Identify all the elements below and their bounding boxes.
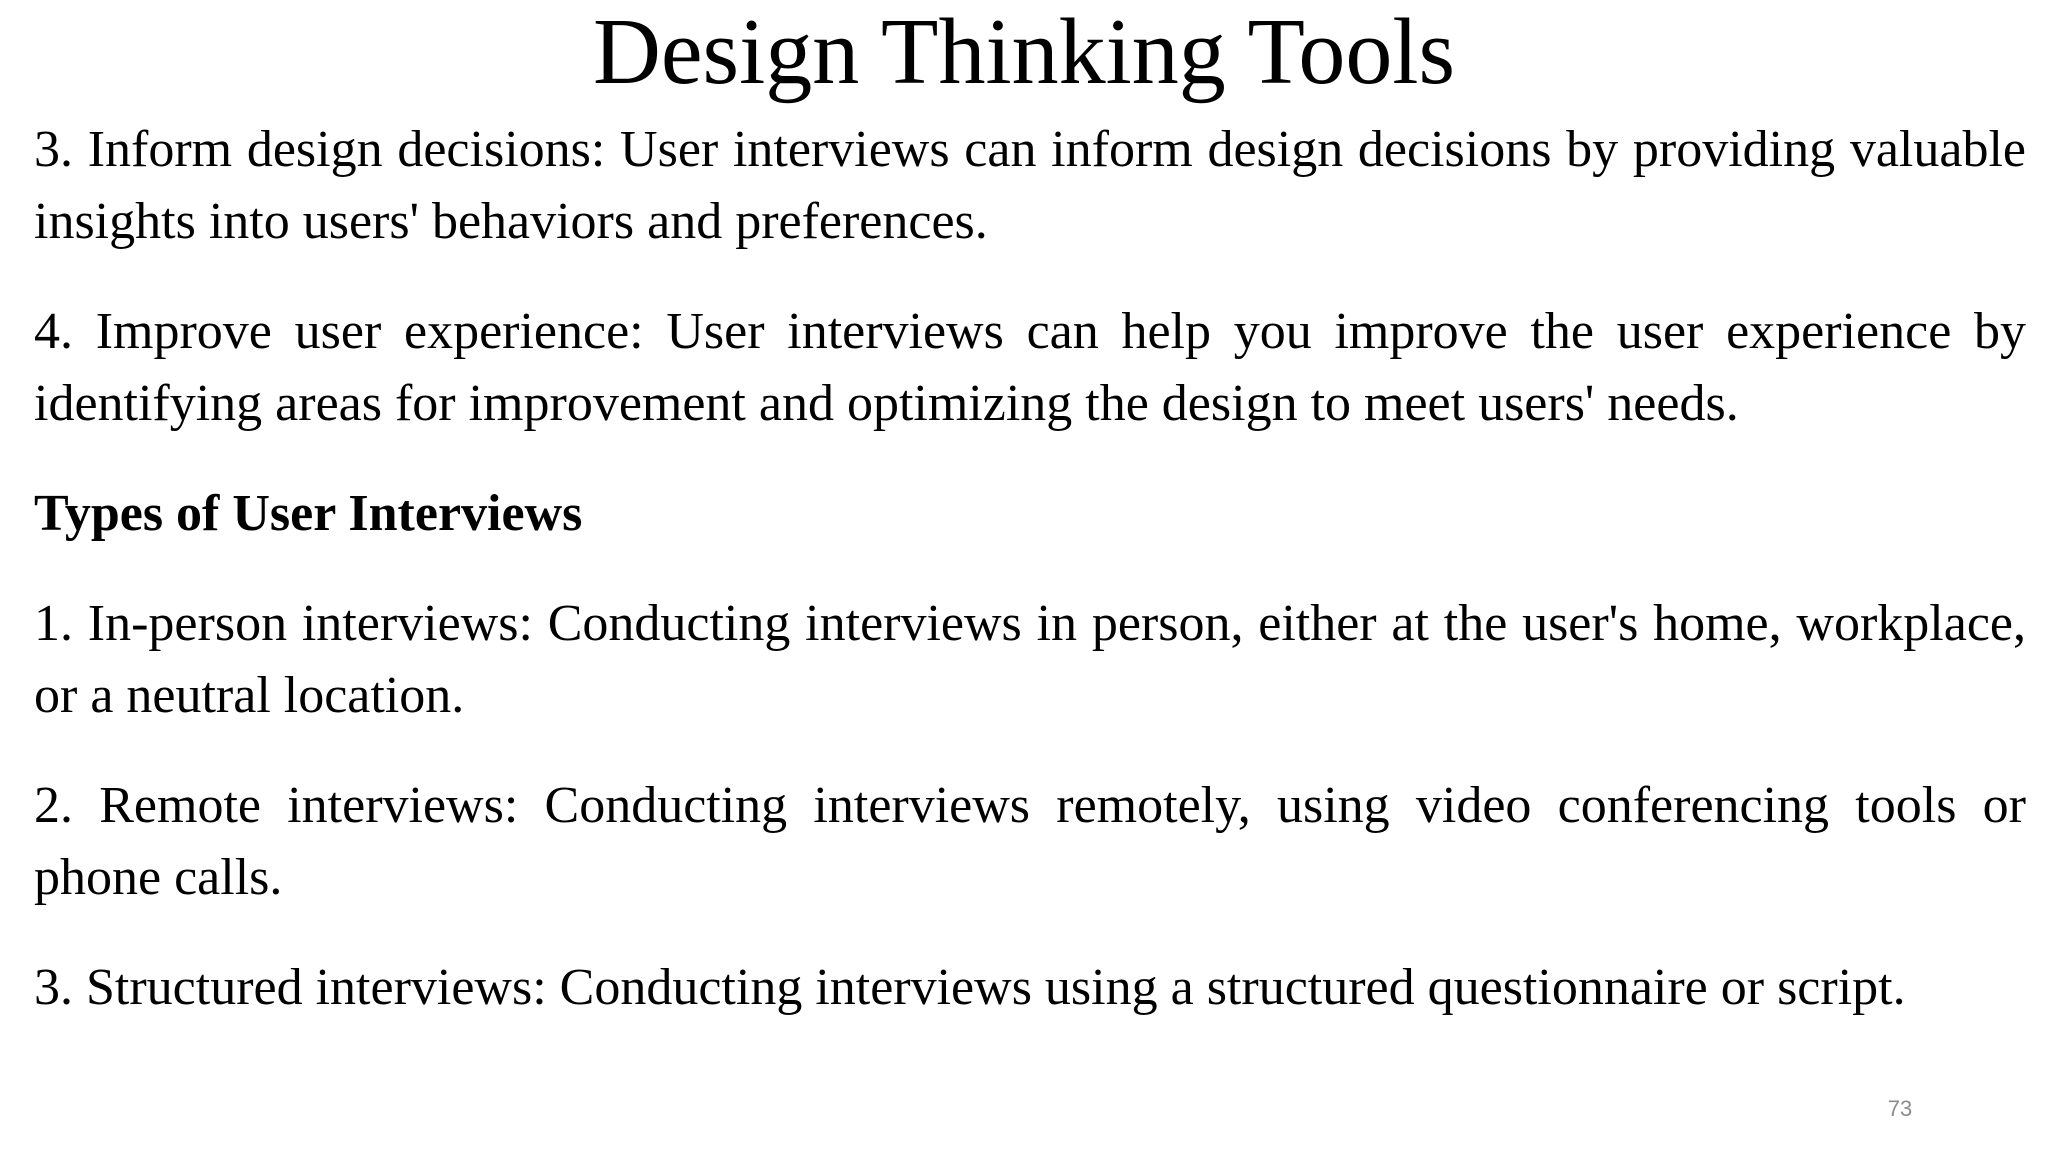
benefit-improve-user-experience: 4. Improve user experience: User interviews can help you improve the user experience by identifying areas for improvement and optimizing the design to meet users' needs.: [34, 303, 2026, 432]
interview-type-remote: 2. Remote interviews: Conducting interviews remotely, using video conferencing tools or phone calls.: [34, 777, 2026, 906]
slide-body: [34, 114, 2026, 1062]
benefit-inform-design-decisions: 3. Inform design decisions: User interviews can inform design decisions by providing valuable insights into users' behaviors and preferences.: [34, 121, 2026, 250]
interview-type-structured: 3. Structured interviews: Conducting interviews using a structured questionnaire or script.: [34, 959, 1906, 1016]
section-heading: Types of User Interviews: [34, 485, 583, 542]
interview-type-in-person: 1. In-person interviews: Conducting interviews in person, either at the user's home, workplace, or a neutral location.: [34, 595, 2026, 724]
slide-title: Design Thinking Tools: [592, 0, 1456, 104]
slide-number: 73: [1887, 1096, 1913, 1121]
